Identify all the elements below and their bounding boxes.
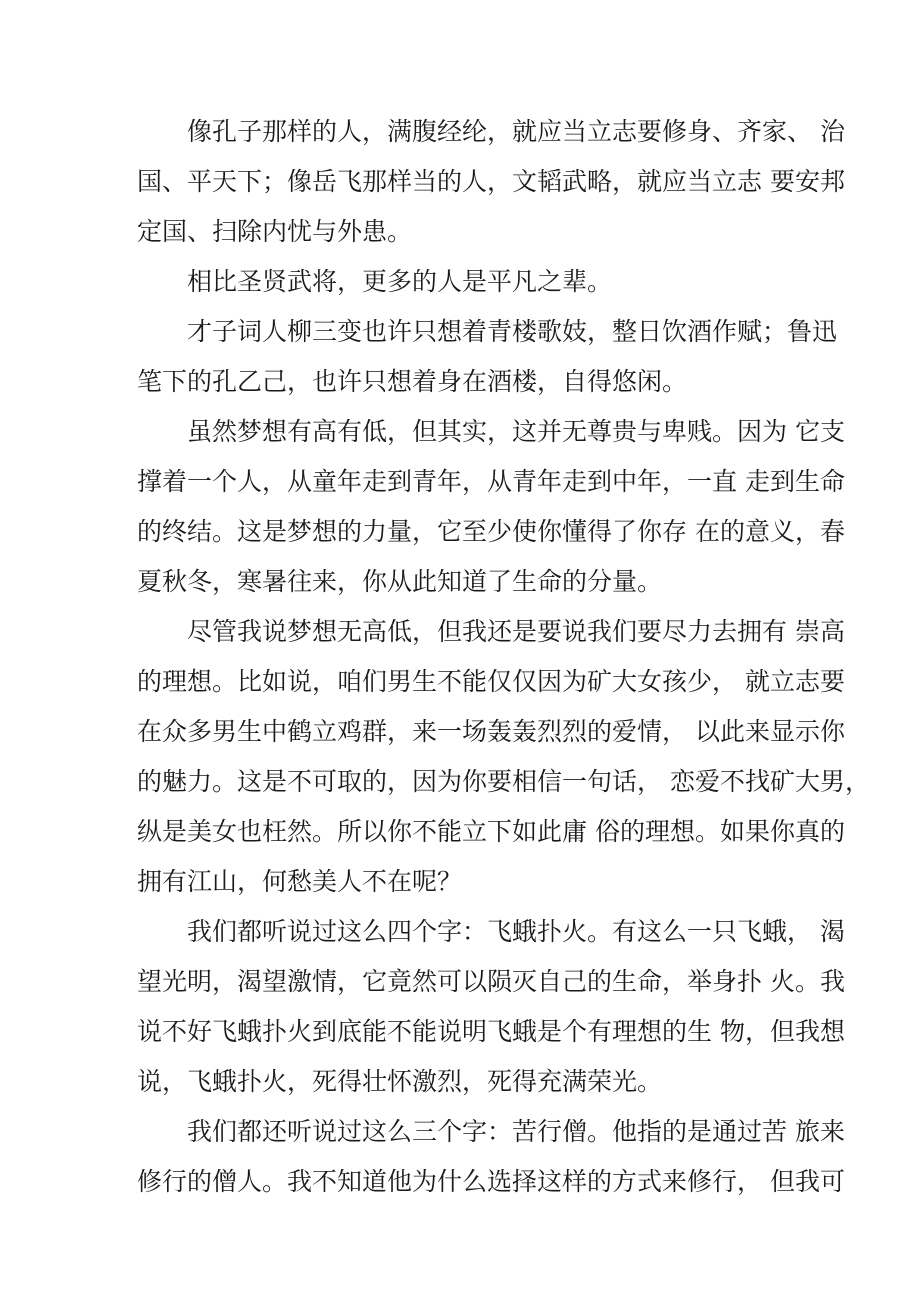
text-line: 望光明，渴望激情，它竟然可以陨灭自己的生命，举身扑 火。我 bbox=[137, 967, 845, 996]
text-line: 说，飞蛾扑火，死得壮怀激烈，死得充满荣光。 bbox=[137, 1067, 663, 1096]
text-line: 尽管我说梦想无高低，但我还是要说我们要尽力去拥有 崇高 bbox=[187, 617, 845, 646]
text-line: 的理想。比如说，咱们男生不能仅仅因为矿大女孩少， 就立志要 bbox=[137, 667, 845, 696]
text-line: 修行的僧人。我不知道他为什么选择这样的方式来修行， 但我可 bbox=[137, 1167, 845, 1196]
text-line: 夏秋冬，寒暑往来，你从此知道了生命的分量。 bbox=[137, 567, 663, 596]
text-line: 笔下的孔乙己，也许只想着身在酒楼，自得悠闲。 bbox=[137, 367, 688, 396]
text-line: 定国、扫除内忧与外患。 bbox=[137, 217, 413, 246]
text-line: 说不好飞蛾扑火到底能不能说明飞蛾是个有理想的生 物，但我想 bbox=[137, 1017, 845, 1046]
text-line: 国、平天下；像岳飞那样当的人，文韬武略，就应当立志 要安邦 bbox=[137, 167, 845, 196]
text-line: 在众多男生中鹤立鸡群，来一场轰轰烈烈的爱情， 以此来显示你 bbox=[137, 717, 845, 746]
text-line: 虽然梦想有高有低，但其实，这并无尊贵与卑贱。因为 它支 bbox=[187, 417, 845, 446]
text-line: 我们都还听说过这么三个字：苦行僧。他指的是通过苦 旅来 bbox=[187, 1117, 845, 1146]
text-line: 像孔子那样的人，满腹经纶，就应当立志要修身、齐家、 治 bbox=[187, 117, 845, 146]
text-line: 撑着一个人，从童年走到青年，从青年走到中年，一直 走到生命 bbox=[137, 467, 845, 496]
text-line: 纵是美女也枉然。所以你不能立下如此庸 俗的理想。如果你真的 bbox=[137, 817, 845, 846]
text-line: 拥有江山，何愁美人不在呢？ bbox=[137, 867, 463, 896]
text-line: 的魅力。这是不可取的，因为你要相信一句话， 恋爱不找矿大男， bbox=[137, 767, 870, 796]
text-line: 的终结。这是梦想的力量，它至少使你懂得了你存 在的意义，春 bbox=[137, 517, 845, 546]
text-line: 相比圣贤武将，更多的人是平凡之辈。 bbox=[187, 267, 613, 296]
text-line: 我们都听说过这么四个字：飞蛾扑火。有这么一只飞蛾， 渴 bbox=[187, 917, 845, 946]
text-line: 才子词人柳三变也许只想着青楼歌妓，整日饮酒作赋；鲁迅 bbox=[187, 317, 838, 346]
